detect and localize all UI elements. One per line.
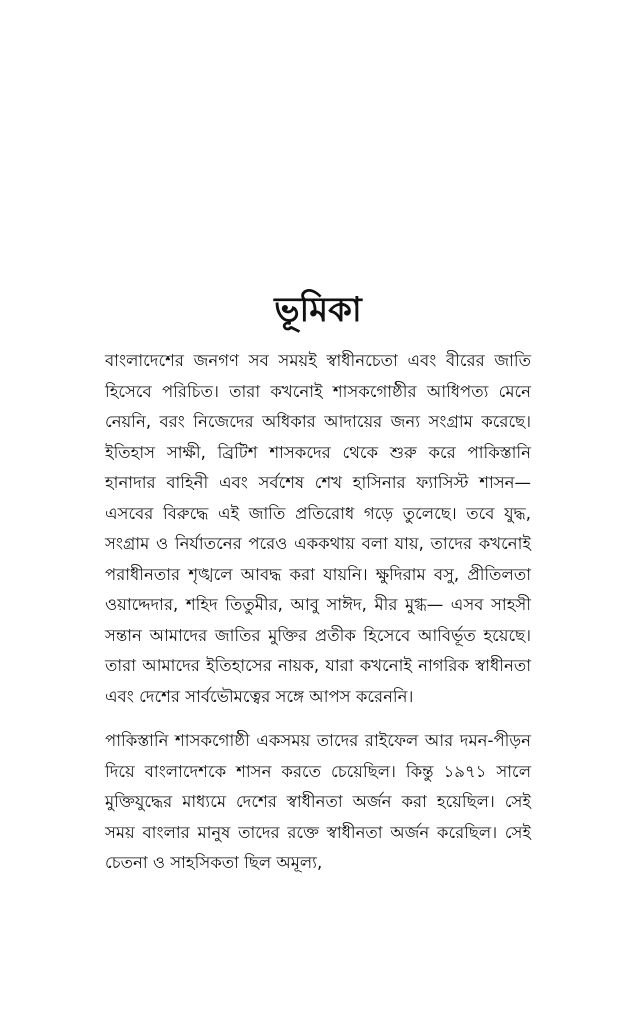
preface-body	[105, 346, 531, 879]
paragraph-1: বাংলাদেশের জনগণ সব সময়ই স্বাধীনচেতা এবং বীরের জাতি হিসেবে পরিচিত। তারা কখনোই শাসকগোষ্ঠীর আধিপত্য মেনে নেয়নি, বরং নিজেদের অধিকার আদায়ের জন্য সংগ্রাম করেছে। ইতিহাস সাক্ষী, ব্রিটিশ শাসকদের থেকে শুরু করে পাকিস্তানি হানাদার বাহিনী এবং সর্বশেষ শেখ হাসিনার ফ্যাসিস্ট শাসন— এসবের বিরুদ্ধে এই জাতি প্রতিরোধ গড়ে তুলেছে। তবে যুদ্ধ, সংগ্রাম ও নির্যাতনের পরেও এককথায় বলা যায়, তাদের কখনোই পরাধীনতার শৃঙ্খলে আবদ্ধ করা যায়নি। ক্ষুদিরাম বসু, প্রীতিলতা ওয়াদ্দেদার, শহিদ তিতুমীর, আবু সাঈদ, মীর মুগ্ধ— এসব সাহসী সন্তান আমাদের জাতির মুক্তির প্রতীক হিসেবে আবির্ভূত হয়েছে। তারা আমাদের ইতিহাসের নায়ক, যারা কখনোই নাগরিক স্বাধীনতা এবং দেশের সার্বভৌমত্বের সঙ্গে আপস করেননি।	[105, 351, 531, 706]
page-title: ভূমিকা	[274, 290, 362, 330]
paragraph-2: পাকিস্তানি শাসকগোষ্ঠী একসময় তাদের রাইফেল আর দমন-পীড়ন দিয়ে বাংলাদেশকে শাসন করতে চেয়েছিল। কিন্তু ১৯৭১ সালে মুক্তিযুদ্ধের মাধ্যমে দেশের স্বাধীনতা অর্জন করা হয়েছিল। সেই সময় বাংলার মানুষ তাদের রক্তে স্বাধীনতা অর্জন করেছিল। সেই চেতনা ও সাহসিকতা ছিল অমূল্য,	[105, 731, 531, 872]
